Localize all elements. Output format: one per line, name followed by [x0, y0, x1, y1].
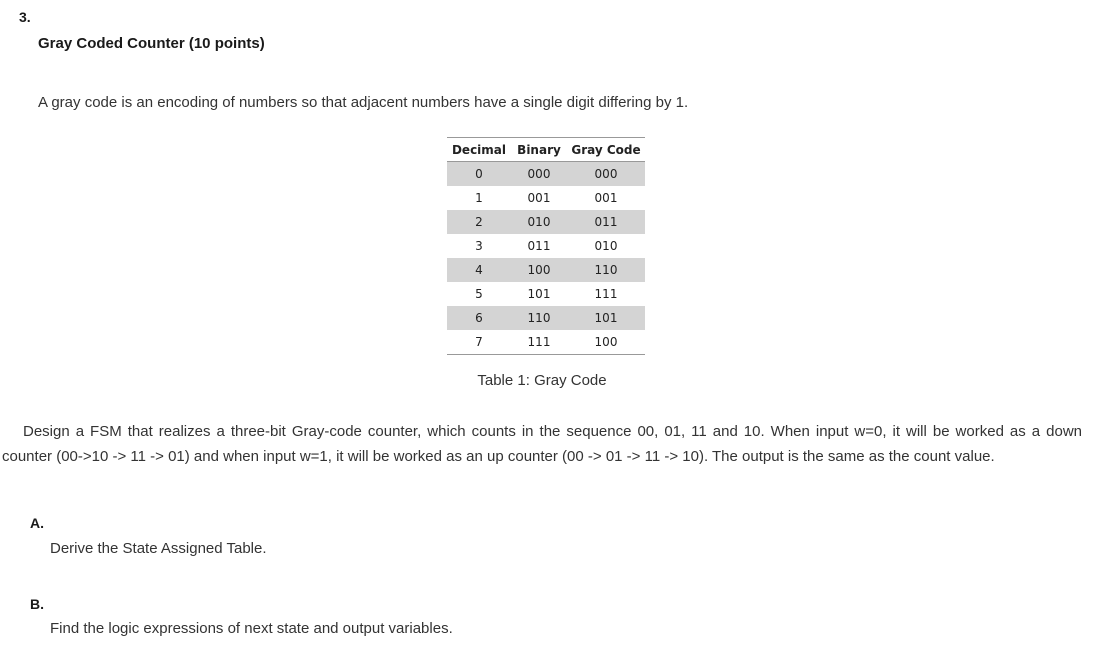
header-binary: Binary: [511, 138, 567, 162]
cell-gray: 000: [567, 162, 645, 187]
table-row: [447, 330, 645, 355]
cell-gray: 010: [594, 239, 618, 253]
cell-binary: 111: [527, 335, 551, 349]
table-caption: Table 1: Gray Code: [477, 372, 607, 389]
cell-binary: 101: [527, 287, 551, 301]
cell-decimal: 7: [475, 335, 483, 349]
gray-code-table-container: [447, 137, 645, 355]
cell-gray: 011: [567, 210, 645, 234]
cell-decimal: 3: [475, 239, 483, 253]
cell-decimal: 4: [447, 258, 511, 282]
cell-binary: 110: [511, 306, 567, 330]
question-number: 3.: [19, 9, 31, 25]
header-gray-code: Gray Code: [567, 138, 645, 162]
cell-decimal: 2: [447, 210, 511, 234]
part-a-text: Derive the State Assigned Table.: [50, 540, 267, 557]
table-row: [447, 282, 645, 306]
table-header-row: [447, 138, 645, 162]
design-paragraph: Design a FSM that realizes a three-bit Gray-code counter, which counts in the sequence 00, 01, 11 and 10. When input w=0, it will be worked as a down counter (00->10 -> 11 -> 01) and when input w=1, it will be worked as an up counter (00 -> 01 -> 11 -> 10). The output is the same as the count value.: [2, 423, 1082, 465]
part-a-label: A.: [30, 515, 44, 531]
cell-decimal: 0: [447, 162, 511, 187]
cell-binary: 100: [511, 258, 567, 282]
table-row: [447, 186, 645, 210]
part-b-label: B.: [30, 596, 44, 612]
cell-gray: 101: [567, 306, 645, 330]
cell-gray: 111: [594, 287, 618, 301]
table-row: [447, 306, 645, 330]
table-row: [447, 210, 645, 234]
cell-decimal: 1: [475, 191, 483, 205]
table-row: [447, 258, 645, 282]
cell-binary: 010: [511, 210, 567, 234]
cell-binary: 000: [511, 162, 567, 187]
cell-binary: 011: [527, 239, 551, 253]
cell-gray: 100: [594, 335, 618, 349]
cell-decimal: 5: [475, 287, 483, 301]
cell-decimal: 6: [447, 306, 511, 330]
header-decimal: Decimal: [447, 138, 511, 162]
question-title: Gray Coded Counter (10 points): [38, 35, 265, 52]
part-b-text: Find the logic expressions of next state and output variables.: [50, 620, 453, 637]
cell-gray: 110: [567, 258, 645, 282]
gray-code-table: [447, 137, 645, 355]
cell-gray: 001: [594, 191, 618, 205]
cell-binary: 001: [527, 191, 551, 205]
table-row: [447, 234, 645, 258]
intro-paragraph: A gray code is an encoding of numbers so that adjacent numbers have a single digit differing by 1.: [38, 94, 689, 111]
table-row: [447, 162, 645, 187]
